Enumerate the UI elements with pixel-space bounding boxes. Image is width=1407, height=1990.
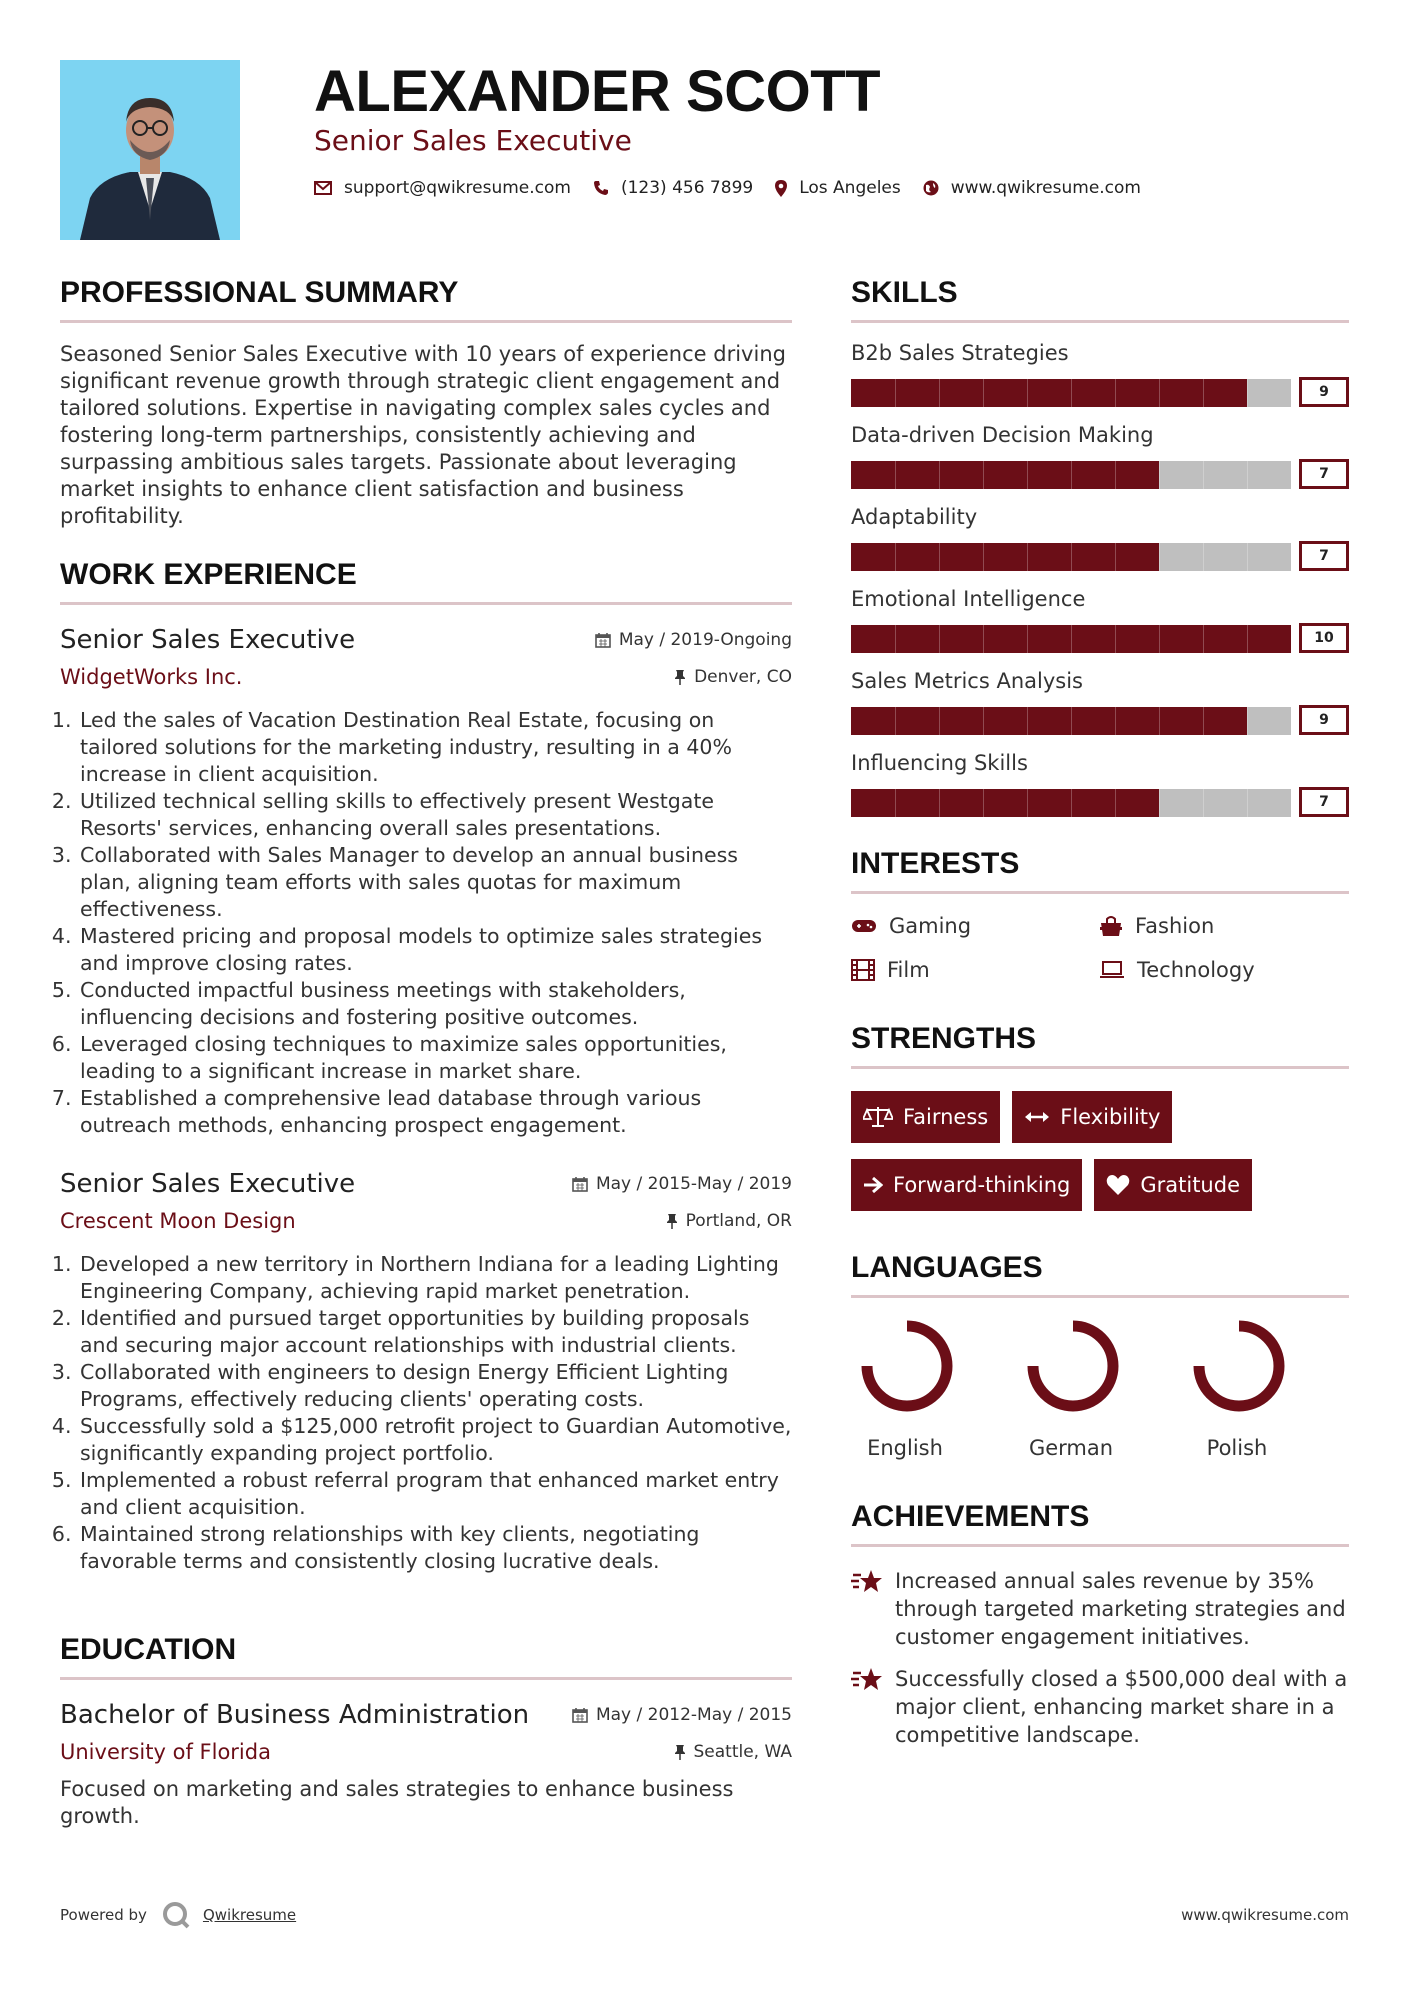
strength-tag: [851, 1091, 1000, 1143]
list-item: 3. Collaborated with Sales Manager to develop an annual business plan, aligning team efforts with sales quotas for maximum effectiveness.: [78, 842, 792, 923]
globe-icon: [923, 180, 939, 196]
company-name: WidgetWorks Inc.: [60, 665, 243, 689]
email-text: support@qwikresume.com: [344, 178, 571, 198]
skill-fill: [851, 461, 1159, 489]
skill-segment-divider: [983, 543, 984, 571]
languages-list: [851, 1316, 1349, 1460]
contact-email[interactable]: [314, 178, 571, 198]
left-column: [60, 276, 792, 1830]
strength-label: Forward-thinking: [893, 1173, 1071, 1197]
languages-heading: LANGUAGES: [851, 1251, 1349, 1298]
strengths-heading: STRENGTHS: [851, 1022, 1349, 1069]
strength-tag: [1094, 1159, 1252, 1211]
strength-tag: [1012, 1091, 1172, 1143]
gamepad-icon: [851, 918, 877, 934]
skill-bar: [851, 623, 1349, 653]
person-portrait-icon: [60, 60, 240, 240]
job-bullets: [60, 707, 792, 1139]
list-item: 5. Implemented a robust referral program that enhanced market entry and client acquisition.: [78, 1467, 792, 1521]
skill-segment-divider: [1027, 789, 1028, 817]
right-column: [851, 276, 1349, 1763]
skill-segment-divider: [939, 379, 940, 407]
skills-section: [851, 276, 1349, 817]
summary-section: [60, 276, 792, 530]
skill-segment-divider: [1027, 543, 1028, 571]
skill-segment-divider: [1027, 461, 1028, 489]
skill-segment-divider: [983, 625, 984, 653]
skill-segment-divider: [1071, 379, 1072, 407]
interest-item: [851, 958, 1099, 982]
skill-segment-divider: [1159, 789, 1160, 817]
skill-segment-divider: [1115, 379, 1116, 407]
skill-segment-divider: [1071, 461, 1072, 489]
experience-heading: WORK EXPERIENCE: [60, 558, 792, 605]
skill-segment-divider: [1203, 789, 1204, 817]
language-ring: [1189, 1316, 1289, 1416]
language-label: English: [867, 1436, 943, 1460]
candidate-title: Senior Sales Executive: [314, 124, 632, 157]
languages-section: [851, 1251, 1349, 1460]
contact-website[interactable]: [923, 178, 1141, 198]
experience-section: [60, 558, 792, 1575]
skill-segment-divider: [1159, 625, 1160, 653]
job-entry: [60, 625, 792, 1139]
pushpin-icon: [674, 1744, 686, 1760]
skill-name: Emotional Intelligence: [851, 587, 1086, 611]
skill-segment-divider: [1247, 461, 1248, 489]
skill-fill: [851, 789, 1159, 817]
skill-segment-divider: [1115, 543, 1116, 571]
interest-item: [851, 914, 1099, 938]
skill-fill: [851, 707, 1247, 735]
skill-name: Sales Metrics Analysis: [851, 669, 1083, 693]
skill-segment-divider: [983, 707, 984, 735]
skill-segment-divider: [939, 625, 940, 653]
summary-heading: PROFESSIONAL SUMMARY: [60, 276, 792, 323]
job-entry: [60, 1169, 792, 1575]
skill-fill: [851, 543, 1159, 571]
education-description: Focused on marketing and sales strategies to enhance business growth.: [60, 1777, 734, 1828]
job-date: [572, 1174, 792, 1194]
job-date-text: May / 2015-May / 2019: [595, 1174, 792, 1194]
language-label: German: [1028, 1436, 1114, 1460]
skill-segment-divider: [1115, 461, 1116, 489]
skill-segment-divider: [983, 789, 984, 817]
balance-scale-icon: [863, 1106, 893, 1128]
strength-label: Fairness: [903, 1105, 989, 1129]
list-item: 4. Mastered pricing and proposal models to optimize sales strategies and improve closing rates.: [78, 923, 792, 977]
achievement-item: [851, 1665, 1349, 1749]
skill-segment-divider: [1159, 461, 1160, 489]
job-date-text: May / 2019-Ongoing: [618, 630, 792, 650]
star-icon: [851, 1569, 883, 1595]
strength-label: Flexibility: [1060, 1105, 1161, 1129]
skill-segment-divider: [1247, 543, 1248, 571]
language-item: [1183, 1316, 1349, 1460]
interests-heading: INTERESTS: [851, 847, 1349, 894]
skill-segment-divider: [1071, 789, 1072, 817]
language-level-arc: [867, 1326, 947, 1406]
job-location: [674, 667, 792, 687]
skill-score-box: 7: [1299, 459, 1349, 489]
skill-fill: [851, 379, 1247, 407]
list-item: 6. Leveraged closing techniques to maximize sales opportunities, leading to a significant increase in market share.: [78, 1031, 792, 1085]
interest-label: Gaming: [889, 914, 972, 938]
skill-bar: [851, 705, 1349, 735]
company-name: Crescent Moon Design: [60, 1209, 296, 1233]
skill-score-box: 9: [1299, 705, 1349, 735]
skill-segment-divider: [1203, 461, 1204, 489]
education-location-text: Seattle, WA: [693, 1742, 792, 1762]
location-text: Los Angeles: [799, 178, 901, 198]
skill-segment-divider: [1247, 379, 1248, 407]
contact-bar: [314, 178, 1163, 198]
skill-segment-divider: [1247, 625, 1248, 653]
skill-segment-divider: [895, 625, 896, 653]
interest-item: [1099, 958, 1349, 982]
achievement-item: [851, 1567, 1349, 1651]
language-level-arc: [1033, 1326, 1113, 1406]
skill-segment-divider: [1115, 625, 1116, 653]
contact-phone[interactable]: [593, 178, 753, 198]
skill-score-box: 7: [1299, 541, 1349, 571]
job-title: Senior Sales Executive: [60, 625, 356, 655]
envelope-icon: [314, 181, 332, 195]
pushpin-icon: [674, 669, 686, 685]
job-location: [666, 1211, 792, 1231]
star-icon: [851, 1667, 883, 1693]
list-item: 1. Led the sales of Vacation Destination Real Estate, focusing on tailored solutions for the marketing industry, resulting in a 40% increase in client acquisition.: [78, 707, 792, 788]
skill-segment-divider: [895, 379, 896, 407]
job-title: Senior Sales Executive: [60, 1169, 356, 1199]
website-text: www.qwikresume.com: [950, 178, 1141, 198]
skill-bar: [851, 541, 1349, 571]
achievements-heading: ACHIEVEMENTS: [851, 1500, 1349, 1547]
skill-segment-divider: [1159, 379, 1160, 407]
footer-website[interactable]: www.qwikresume.com: [1181, 1906, 1349, 1924]
skill-bar: [851, 459, 1349, 489]
skill-segment-divider: [1159, 707, 1160, 735]
education-heading: EDUCATION: [60, 1633, 792, 1680]
skill-segment-divider: [1071, 625, 1072, 653]
pushpin-icon: [666, 1213, 678, 1229]
powered-by-text: Powered by: [60, 1906, 147, 1924]
interest-label: Fashion: [1135, 914, 1215, 938]
strength-label: Gratitude: [1140, 1173, 1240, 1197]
skill-segment-divider: [1203, 543, 1204, 571]
skill-name: Data-driven Decision Making: [851, 423, 1154, 447]
skill-name: Adaptability: [851, 505, 978, 529]
qwikresume-link[interactable]: Qwikresume: [202, 1906, 297, 1924]
skill-segment-divider: [983, 461, 984, 489]
skill-name: B2b Sales Strategies: [851, 341, 1069, 365]
skill-segment-divider: [1071, 707, 1072, 735]
education-date: [572, 1705, 792, 1725]
skill-segment-divider: [1247, 789, 1248, 817]
job-location-text: Denver, CO: [694, 667, 792, 687]
education-location: [674, 1742, 793, 1762]
skill-segment-divider: [1203, 707, 1204, 735]
interest-item: [1099, 914, 1349, 938]
skill-segment-divider: [1027, 625, 1028, 653]
skills-list: [851, 341, 1349, 817]
skill-segment-divider: [895, 543, 896, 571]
language-ring: [1023, 1316, 1123, 1416]
education-date-text: May / 2012-May / 2015: [595, 1705, 792, 1725]
skill-segment-divider: [1027, 707, 1028, 735]
skill-segment-divider: [1203, 625, 1204, 653]
list-item: 2. Identified and pursued target opportunities by building proposals and securing major account relationships with industrial clients.: [78, 1305, 792, 1359]
skill-segment-divider: [1115, 707, 1116, 735]
language-level-arc: [1199, 1326, 1279, 1406]
strengths-section: [851, 1022, 1349, 1211]
achievement-text: Increased annual sales revenue by 35% through targeted marketing strategies and customer engagement initiatives.: [895, 1569, 1346, 1649]
heart-icon: [1106, 1174, 1130, 1196]
skill-segment-divider: [1115, 789, 1116, 817]
education-section: [60, 1633, 792, 1830]
interests-section: [851, 847, 1349, 982]
language-item: [1017, 1316, 1183, 1460]
summary-text: Seasoned Senior Sales Executive with 10 years of experience driving significant revenue growth through strategic client engagement and tailored solutions. Expertise in navigating complex sales cycles and fostering long-term partnerships, consistently achieving and surpassing ambitious sales targets. Passionate about leveraging market insights to enhance client satisfaction and business profitability.: [60, 342, 786, 528]
degree-title: Bachelor of Business Administration: [60, 1700, 530, 1730]
skill-segment-divider: [1159, 543, 1160, 571]
footer-powered-by: [60, 1900, 296, 1930]
skill-bar: [851, 787, 1349, 817]
language-ring: [857, 1316, 957, 1416]
skill-segment-divider: [939, 707, 940, 735]
school-name: University of Florida: [60, 1740, 271, 1764]
profile-photo: [60, 60, 240, 240]
skill-segment-divider: [1247, 707, 1248, 735]
skill-score-box: 9: [1299, 377, 1349, 407]
list-item: 7. Established a comprehensive lead database through various outreach methods, enhancing prospect engagement.: [78, 1085, 792, 1139]
skill-score-box: 7: [1299, 787, 1349, 817]
shopping-bag-icon: [1099, 915, 1123, 937]
film-icon: [851, 959, 875, 981]
contact-location: [775, 178, 901, 198]
map-marker-icon: [775, 180, 787, 197]
skill-segment-divider: [1027, 379, 1028, 407]
list-item: 3. Collaborated with engineers to design Energy Efficient Lighting Programs, effectively reducing clients' operating costs.: [78, 1359, 792, 1413]
job-location-text: Portland, OR: [685, 1211, 792, 1231]
achievements-section: [851, 1500, 1349, 1749]
skill-segment-divider: [895, 461, 896, 489]
calendar-icon: [572, 1176, 588, 1192]
skills-heading: SKILLS: [851, 276, 1349, 323]
skill-bar: [851, 377, 1349, 407]
skill-segment-divider: [895, 789, 896, 817]
laptop-icon: [1099, 961, 1125, 979]
strength-tag: [851, 1159, 1082, 1211]
skill-segment-divider: [983, 379, 984, 407]
job-bullets: [60, 1251, 792, 1575]
calendar-icon: [595, 632, 611, 648]
skill-score-box: 10: [1299, 623, 1349, 653]
phone-icon: [593, 180, 609, 196]
list-item: 6. Maintained strong relationships with key clients, negotiating favorable terms and consistently closing lucrative deals.: [78, 1521, 792, 1575]
list-item: 1. Developed a new territory in Northern Indiana for a leading Lighting Engineering Company, achieving rapid market penetration.: [78, 1251, 792, 1305]
job-date: [595, 630, 792, 650]
list-item: 4. Successfully sold a $125,000 retrofit project to Guardian Automotive, significantly expanding project portfolio.: [78, 1413, 792, 1467]
language-item: [851, 1316, 1017, 1460]
candidate-name: ALEXANDER SCOTT: [314, 59, 881, 124]
skill-segment-divider: [1071, 543, 1072, 571]
arrows-horizontal-icon: [1024, 1110, 1050, 1124]
list-item: 5. Conducted impactful business meetings with stakeholders, influencing decisions and fostering positive outcomes.: [78, 977, 792, 1031]
list-item: 2. Utilized technical selling skills to effectively present Westgate Resorts' services, enhancing overall sales presentations.: [78, 788, 792, 842]
arrow-right-icon: [863, 1176, 883, 1194]
calendar-icon: [572, 1707, 588, 1723]
skill-segment-divider: [939, 543, 940, 571]
achievement-text: Successfully closed a $500,000 deal with a major client, enhancing market share in a competitive landscape.: [895, 1667, 1348, 1747]
skill-segment-divider: [1203, 379, 1204, 407]
qwikresume-logo-icon: [161, 1900, 191, 1930]
interest-label: Film: [887, 958, 930, 982]
skill-name: Influencing Skills: [851, 751, 1028, 775]
skill-segment-divider: [939, 461, 940, 489]
interest-label: Technology: [1137, 958, 1255, 982]
phone-text: (123) 456 7899: [620, 178, 754, 198]
skill-segment-divider: [895, 707, 896, 735]
skill-segment-divider: [939, 789, 940, 817]
language-label: Polish: [1206, 1436, 1268, 1460]
